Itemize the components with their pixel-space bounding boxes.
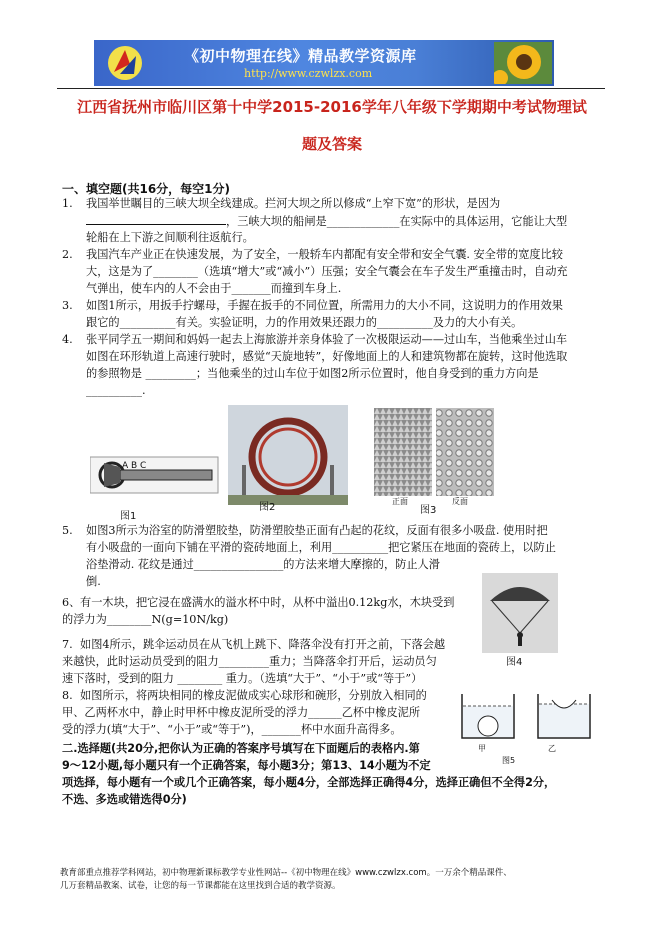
section-2-heading: 二.选择题(共20分,把你认为正确的答案序号填写在下面题后的表格内.第 (62, 742, 420, 755)
site-logo-icon (106, 44, 144, 82)
q5-text-2: 有小吸盘的一面向下铺在平滑的瓷砖地面上，利用__________把它紧压在地面的瓷砖上，以防止 (86, 541, 556, 554)
q7-text-2: 来越快，此时运动员受到的阻力_________重力；当降落伞打开后，运动员匀 (62, 655, 437, 668)
q4-text-2: 如图在环形轨道上高速行驶时，感觉“天旋地转”，好像地面上的人和建筑物都在旋转，这时他选取 (86, 350, 568, 363)
figure-1-caption: 图1 (120, 511, 137, 522)
beaker-jia-label: 甲 (478, 744, 486, 753)
q5-text-3: 浴垫滑动. 花纹是通过________________的方法来增大摩擦的，防止人滑 (86, 558, 440, 571)
q4-text-4: __________. (86, 384, 146, 397)
q3-text: 如图1所示，用扳手拧螺母，手握在扳手的不同位置，所需用力的大小不同，这说明力的作用效果 (86, 299, 563, 312)
q7-text-3: 速下落时，受到的阻力 ________ 重力。（选填“大于”、“小于”或“等于”） (62, 672, 423, 685)
section-2-text-2: 9～12小题,每小题只有一个正确答案，每小题3分；第13、14小题为不定 (62, 759, 431, 772)
q2-text: 我国汽车产业正在快速发展，为了安全，一般轿车内都配有安全带和安全气囊. 安全带的宽度比较 (86, 248, 563, 261)
q8-text-3: 受的浮力(填“大于”、“小于”或“等于”)，_______杯中水面升高得多。 (62, 723, 402, 736)
beaker-yi-label: 乙 (548, 744, 556, 753)
q4-text-3: 的参照物是 _________；当他乘坐的过山车位于如图2所示位置时，他自身受到的重力方向是 (86, 367, 539, 380)
roller-coaster-figure (228, 405, 348, 505)
q5-number: 5. (62, 524, 73, 537)
sunflower-icon (494, 42, 552, 84)
q2-text-3: 气弹出，使车内的人不会由于_______而撞到车身上. (86, 282, 342, 295)
q6-text: 有一木块，把它浸在盛满水的溢水杯中时，从杯中溢出0.12kg水，木块受到 (80, 596, 455, 609)
header-banner (94, 40, 554, 86)
banner-title: 《初中物理在线》精品教学资源库 (184, 47, 417, 65)
q8-number: 8. (62, 689, 73, 702)
mat-back-label: 反面 (452, 497, 468, 506)
header-rule (57, 88, 605, 89)
q5-text: 如图3所示为浴室的防滑塑胶垫，防滑塑胶垫正面有凸起的花纹，反面有很多小吸盘. 使用时把 (86, 524, 548, 537)
q2-number: 2. (62, 248, 73, 261)
q1-text-2: ，三峡大坝的船闸是_____________在实际中的具体运用，它能让大型 (86, 212, 567, 231)
parachute-figure (482, 573, 558, 653)
figure-2-caption: 图2 (259, 502, 276, 513)
q1-text: 我国举世瞩目的三峡大坝全线建成。拦河大坝之所以修成“上窄下宽”的形状，是因为 (86, 197, 501, 210)
q4-text: 张平同学五一期间和妈妈一起去上海旅游并亲身体验了一次极限运动——过山车，当他乘坐过山车 (86, 333, 568, 346)
section-2-text-3: 项选择，每小题有一个或几个正确答案，每小题4分，全部选择正确得4分，选择正确但不全得2分， (62, 776, 556, 789)
banner-url: http://www.czwlzx.com (244, 67, 373, 80)
q6-number: 6、 (62, 596, 81, 609)
q4-number: 4. (62, 333, 73, 346)
q6-text-2: 的浮力为________N(g=10N/kg) (62, 613, 229, 626)
mat-front-label: 正面 (392, 497, 408, 506)
q3-number: 3. (62, 299, 73, 312)
wrench-figure (90, 455, 220, 495)
bath-mat-figure (374, 408, 494, 496)
q3-text-2: 跟它的__________有关。实验证明，力的作用效果还跟力的__________及力的大小有关。 (86, 316, 523, 329)
q7-text: 如图4所示，跳伞运动员在从飞机上跳下、降落伞没有打开之前，下落会越 (80, 638, 446, 651)
wrench-labels: A B C (122, 461, 147, 471)
q8-text: 如图所示，将两块相同的橡皮泥做成实心球形和碗形，分别放入相同的 (80, 689, 427, 702)
figure-5-caption: 图5 (502, 756, 516, 765)
q2-text-2: 大，这是为了________（选填“增大”或“减小”）压强；安全气囊会在车子发生严重撞击时，自动充 (86, 265, 568, 278)
footer-line-2: 几万套精品教案、试卷，让您的每一节课都能在这里找到合适的教学资源。 (60, 881, 341, 891)
page-title-cont: 题及答案 (301, 135, 362, 153)
figure-4-caption: 图4 (506, 657, 523, 668)
footer-line-1: 教育部重点推荐学科网站，初中物理新课标教学专业性网站--《初中物理在线》www.czwlzx.com。一万余个精品课件、 (60, 868, 512, 878)
section-2-text-4: 不选、多选或错选得0分) (62, 793, 187, 806)
q1-text-3: 轮船在上下游之间顺利往返航行。 (86, 231, 254, 244)
q1-number: 1. (62, 197, 73, 210)
page-title: 江西省抚州市临川区第十中学2015-2016学年八年级下学期期中考试物理试 (77, 98, 587, 116)
q7-number: 7. (62, 638, 73, 651)
section-1-heading: 一、填空题(共16分，每空1分) (62, 182, 231, 196)
figure-3-caption: 图3 (420, 505, 437, 516)
q8-text-2: 甲、乙两杯水中，静止时甲杯中橡皮泥所受的浮力______乙杯中橡皮泥所 (62, 706, 421, 719)
beakers-figure (458, 690, 598, 740)
q5-text-4: 倒. (86, 575, 101, 588)
